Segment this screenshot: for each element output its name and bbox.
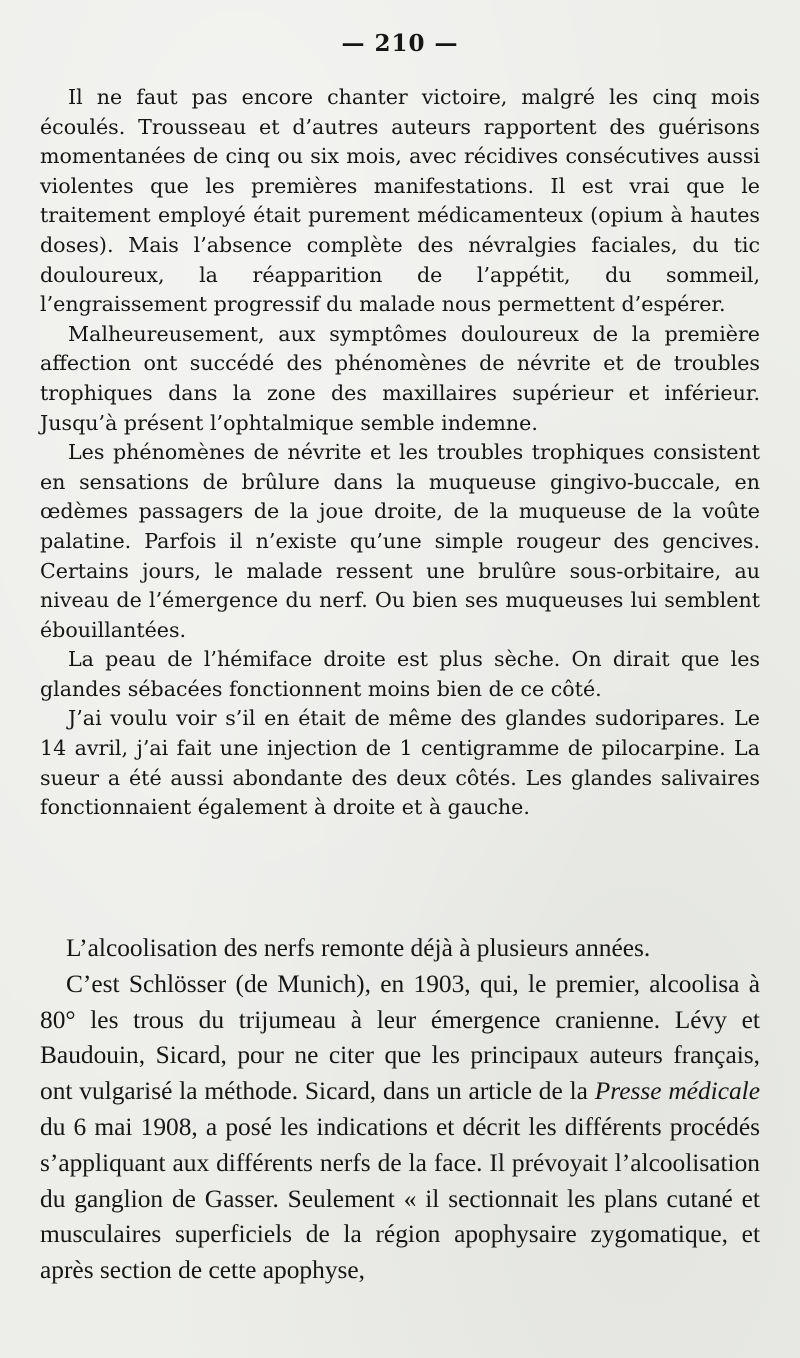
paragraph: L’alcoolisation des nerfs remonte déjà à plusieurs années. [66,934,651,962]
paragraph: La peau de l’hémiface droite est plus sèche. On dirait que les glandes sébacées fonctionnent moins bien de ce côté. [40,647,760,701]
paragraph: Il ne faut pas encore chanter victoire, malgré les cinq mois écoulés. Trousseau et d’autres auteurs rapportent des guérisons momentanées de cinq ou six mois, avec récidives consécutives aussi violentes que les premières manifestations. Il est vrai que le traitement employé était purement médicamenteux (opium à hautes doses). Mais l’absence complète des névralgies faciales, du tic douloureux, la réapparition de l’appétit, du sommeil, l’engraissement progressif du malade nous permettent d’espérer. [40,85,760,317]
paragraph: J’ai voulu voir s’il en était de même des glandes sudoripares. Le 14 avril, j’ai fait une injection de 1 centigramme de pilocarpine. La sueur a été aussi abondante des deux côtés. Les glandes salivaires fonctionnaient également à droite et à gauche. [40,706,760,820]
paragraph: Malheureusement, aux symptômes douloureux de la première affection ont succédé des phénomènes de névrite et de troubles trophiques dans la zone des maxillaires supérieur et inférieur. Jusqu’à présent l’ophtalmique semble indemne. [40,321,760,435]
text-run: C’est Schlösser (de Munich), en 1903, qui, le premier, alcoolisa à 80° les trous du trijumeau à leur émergence cranienne. Lévy et Baudouin, Sicard, pour ne citer que les principaux auteurs français, ont vulgarisé la méthode. Sicard, dans un article de la [40,969,760,1106]
paragraph: Les phénomènes de névrite et les troubles trophiques consistent en sensations de brûlure dans la muqueuse gingivo-buccale, en œdèmes passagers de la joue droite, de la muqueuse de la voûte palatine. Parfois il n’existe qu’une simple rougeur des gencives. Certains jours, le malade ressent une brulûre sous-orbitaire, au niveau de l’émergence du nerf. Ou bien ses muqueuses lui semblent ébouillantées. [40,440,760,642]
journal-title: Presse médicale [594,1077,760,1106]
case-report-text [40,83,760,823]
text-run: du 6 mai 1908, a posé les indications et décrit les différents procédés s’appliquant aux différents nerfs de la face. Il prévoyait l’alcoolisation du ganglion de Gasser. Seulement « il sectionnait les plans cutané et musculaires superficiels de la région apophysaire zygomatique, et après section de cette apophyse, [40,1112,760,1285]
history-text [40,931,760,1289]
page-number: — 210 — [341,30,459,57]
paragraph [40,967,760,1289]
